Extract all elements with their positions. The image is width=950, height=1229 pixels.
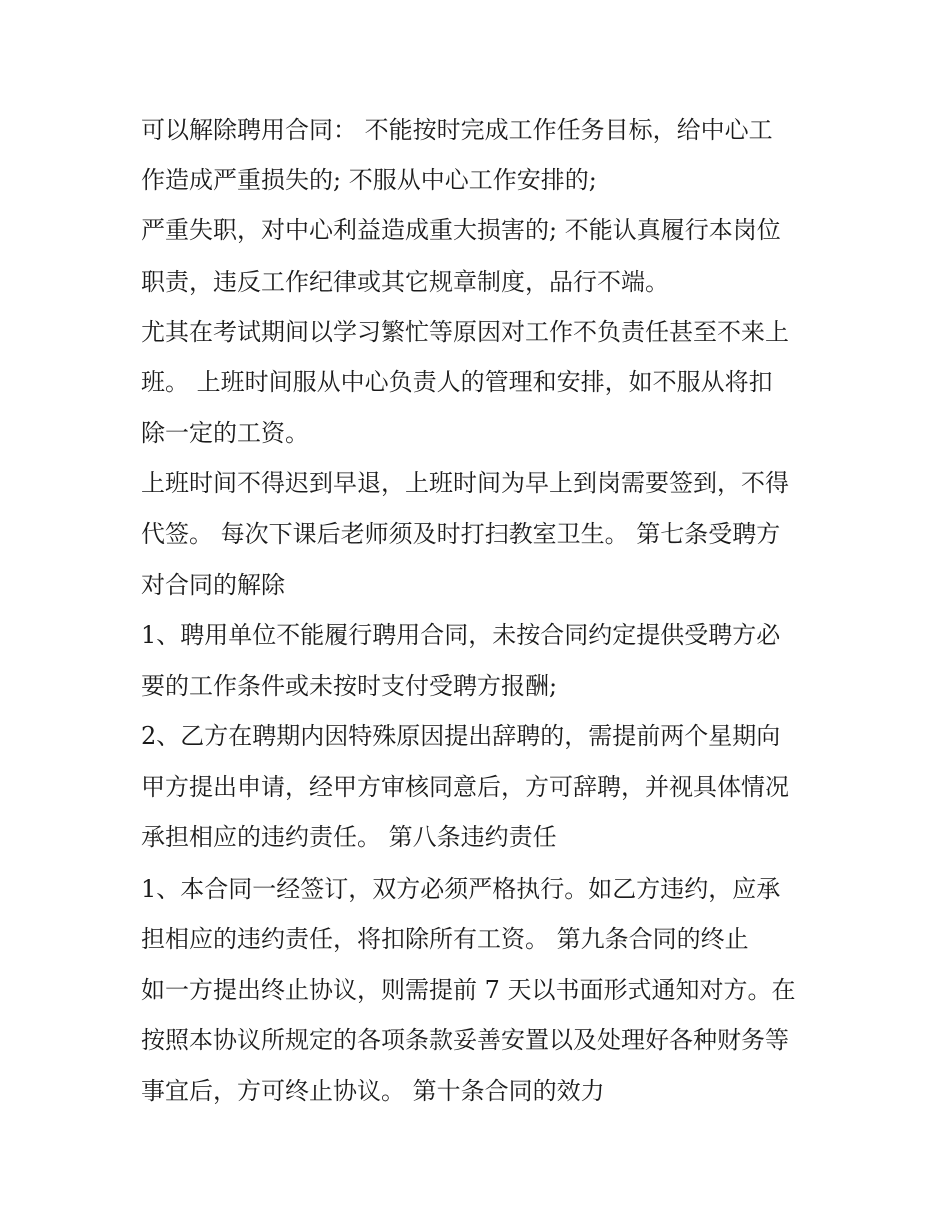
text-line: 可以解除聘用合同： 不能按时完成工作任务目标，给中心工 (141, 116, 773, 144)
text-line: 甲方提出申请，经甲方审核同意后，方可辞聘，并视具体情况 (141, 773, 789, 801)
text-line: 作造成严重损失的; 不服从中心工作安排的; (141, 166, 597, 194)
text-line: 职责，违反工作纪律或其它规章制度，品行不端。 (141, 268, 669, 296)
text-line: 如一方提出终止协议，则需提前 7 天以书面形式通知对方。在 (141, 976, 796, 1004)
text-line: 承担相应的违约责任。 第八条违约责任 (141, 823, 557, 851)
text-line: 代签。 每次下课后老师须及时打扫教室卫生。 第七条受聘方 (141, 520, 781, 548)
text-line: 担相应的违约责任，将扣除所有工资。 第九条合同的终止 (141, 925, 749, 953)
text-line: 上班时间不得迟到早退，上班时间为早上到岗需要签到，不得 (141, 469, 789, 497)
text-line: 除一定的工资。 (141, 419, 309, 447)
text-line: 事宜后，方可终止协议。 第十条合同的效力 (141, 1077, 605, 1105)
text-line: 1、本合同一经签订，双方必须严格执行。如乙方违约，应承 (141, 875, 781, 903)
text-line: 严重失职，对中心利益造成重大损害的; 不能认真履行本岗位 (141, 216, 781, 244)
text-line: 对合同的解除 (141, 571, 285, 599)
text-line: 班。 上班时间服从中心负责人的管理和安排，如不服从将扣 (141, 368, 773, 396)
text-line: 要的工作条件或未按时支付受聘方报酬; (141, 672, 558, 700)
text-line: 1、聘用单位不能履行聘用合同，未按合同约定提供受聘方必 (141, 621, 781, 649)
text-line: 2、乙方在聘期内因特殊原因提出辞聘的，需提前两个星期向 (141, 722, 781, 750)
text-line: 按照本协议所规定的各项条款妥善安置以及处理好各种财务等 (141, 1026, 789, 1054)
text-line: 尤其在考试期间以学习繁忙等原因对工作不负责任甚至不来上 (141, 318, 789, 346)
